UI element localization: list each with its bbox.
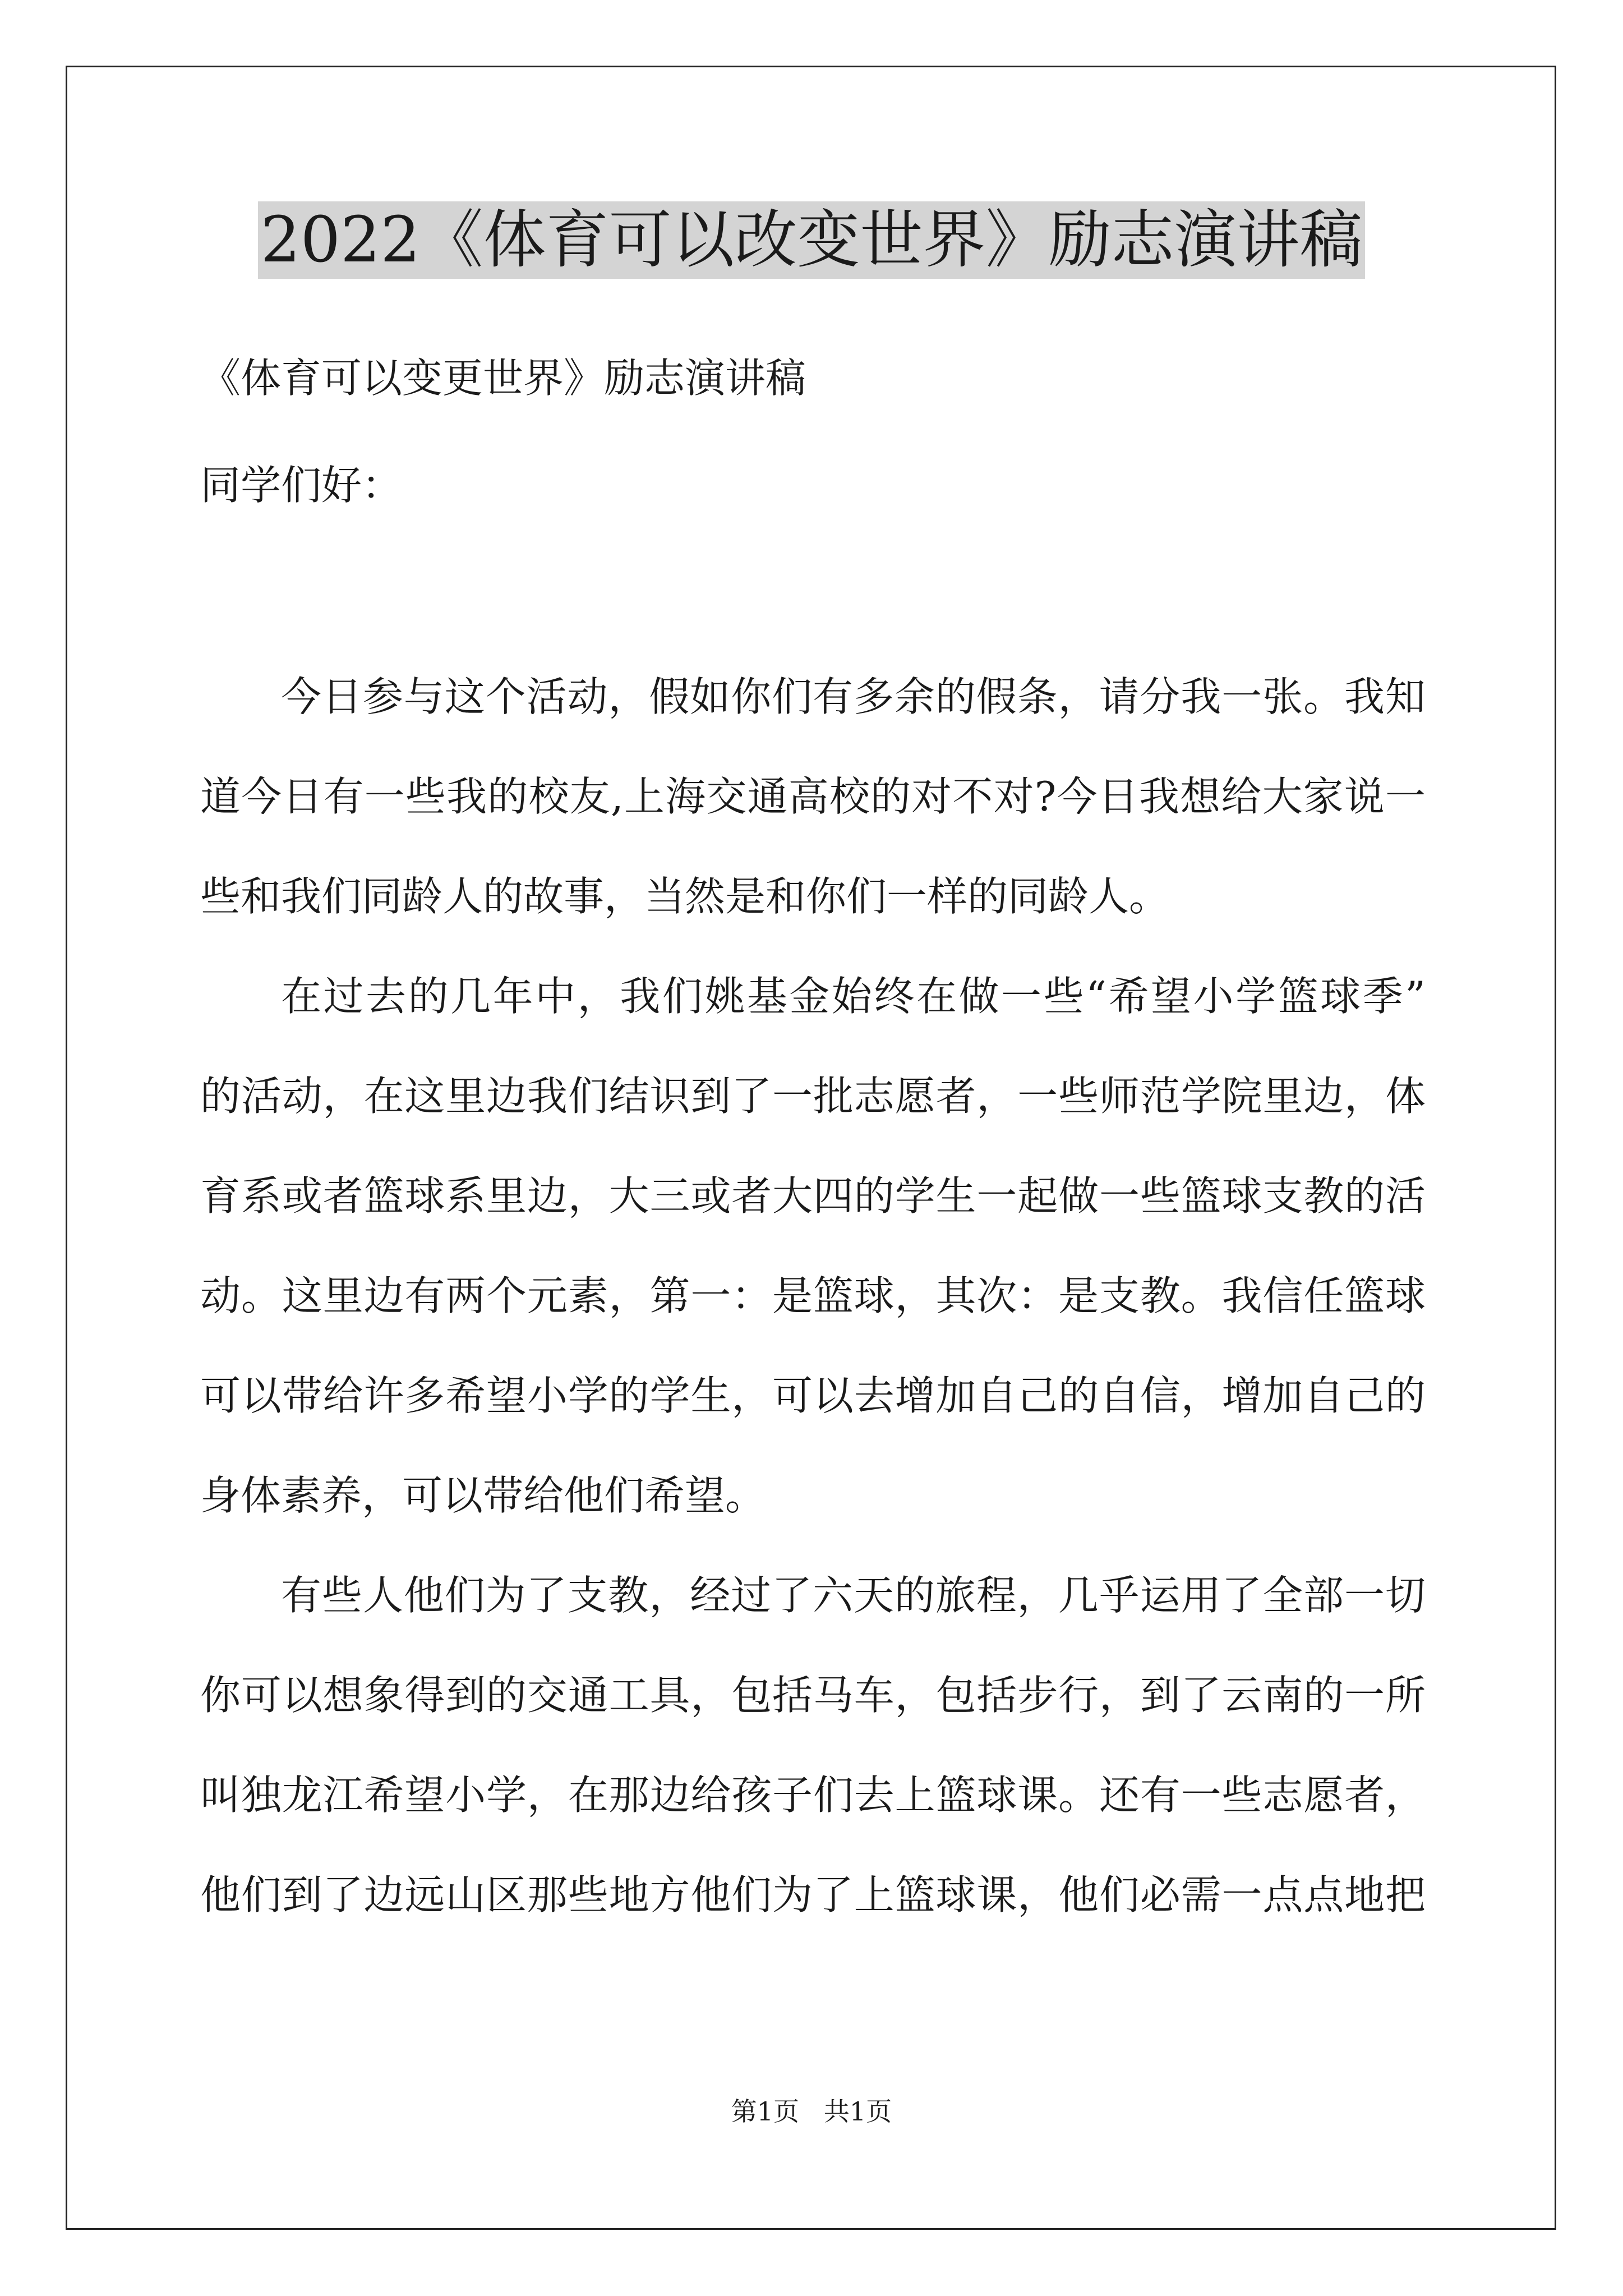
paragraph-3-line-3: 叫独龙江希望小学，在那边给孩子们去上篮球课。还有一些志愿者，: [200, 1772, 1426, 1819]
paragraph-1-line-2: 道今日有一些我的校友,上海交通高校的对不对?今日我想给大家说一: [200, 773, 1426, 820]
paragraph-2-line-1: 在过去的几年中，我们姚基金始终在做一些“希望小学篮球季”: [281, 973, 1426, 1020]
greeting: 同学们好：: [200, 462, 403, 509]
document-subtitle: 《体育可以变更世界》励志演讲稿: [200, 355, 806, 402]
paragraph-1-line-1: 今日参与这个活动，假如你们有多余的假条，请分我一张。我知: [281, 673, 1426, 720]
paragraph-2-line-6: 身体素养，可以带给他们希望。: [200, 1472, 766, 1519]
paragraph-2-line-5: 可以带给许多希望小学的学生，可以去增加自己的自信，增加自己的: [200, 1372, 1426, 1419]
paragraph-3-line-1: 有些人他们为了支教，经过了六天的旅程，几乎运用了全部一切: [281, 1572, 1426, 1619]
paragraph-2-line-3: 育系或者篮球系里边，大三或者大四的学生一起做一些篮球支教的活: [200, 1172, 1426, 1220]
document-title: [0, 201, 1623, 279]
document-title-text: 2022《体育可以改变世界》励志演讲稿: [258, 201, 1364, 279]
paragraph-3-line-4: 他们到了边远山区那些地方他们为了上篮球课，他们必需一点点地把: [200, 1871, 1426, 1918]
paragraph-2-line-4: 动。这里边有两个元素，第一：是篮球，其次：是支教。我信任篮球: [200, 1272, 1426, 1319]
paragraph-1-line-3: 些和我们同龄人的故事，当然是和你们一样的同龄人。: [200, 873, 1170, 920]
page-footer: 第1页 共1页: [731, 2096, 892, 2127]
paragraph-2-line-2: 的活动，在这里边我们结识到了一批志愿者，一些师范学院里边，体: [200, 1073, 1426, 1120]
paragraph-3-line-2: 你可以想象得到的交通工具，包括马车，包括步行，到了云南的一所: [200, 1672, 1426, 1719]
